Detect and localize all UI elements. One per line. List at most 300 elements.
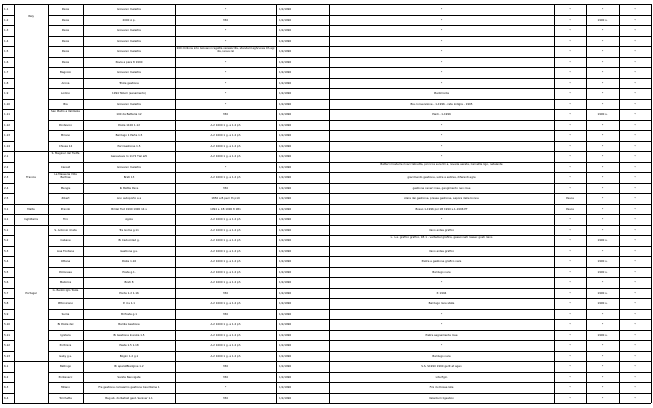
table-cell-c: * — [634, 206, 636, 211]
table-cell-date: 1/1/1996 — [279, 143, 292, 148]
table-cell-note: * — [440, 49, 443, 54]
table-cell-b: 1990 s. — [597, 17, 608, 22]
table-cell-item: Biigini 1.2 g.1 — [119, 353, 139, 358]
table-cell-date: 1/1/1996 — [279, 175, 292, 180]
table-cell-date: 1/1/1996 — [279, 185, 292, 190]
table-cell-note: Batteri mosterre rinaci tatnetta, piccicca sure tili a, revade aerata, Carnette ligo, natalente — [380, 162, 503, 166]
table-cell-c: * — [634, 133, 636, 138]
table-cell-c: * — [634, 70, 636, 75]
table-cell-item: Bi Poste g.1 — [121, 311, 137, 316]
table-cell-date: 1/1/1996 — [279, 217, 292, 222]
table-cell-mid: 1994 s. 1B 1990 8 1B1 — [210, 206, 241, 211]
table-cell-place: Bia — [63, 101, 68, 106]
column-divider — [651, 4, 652, 403]
table-cell-a: * — [569, 269, 571, 274]
table-cell-note: Piedimonte — [433, 91, 450, 96]
table-cell-place: Mengis — [60, 185, 71, 190]
table-cell-date: 1/1/1996 — [279, 374, 292, 379]
table-cell-note: Pietre e gestione grafico nere — [421, 259, 462, 264]
table-cell-a: Pesce — [566, 196, 574, 201]
table-cell-place: Pontevico — [58, 122, 73, 127]
table-cell-a: * — [569, 217, 571, 222]
table-cell-id: 2.4 — [4, 185, 9, 190]
table-cell-date: 1/1/1996 — [279, 280, 292, 285]
table-cell-place: Torchetta — [59, 395, 72, 400]
table-cell-c: * — [634, 301, 636, 306]
table-cell-date: 1/1/1996 — [279, 7, 292, 12]
table-cell-c: * — [634, 7, 636, 12]
table-cell-b: 1990 s. — [597, 112, 608, 117]
table-cell-b: * — [601, 91, 604, 96]
table-cell-a: * — [569, 227, 571, 232]
table-cell-note: stare dei gestione, presse gestione, sapora delle bonne — [404, 196, 479, 201]
table-cell-b: * — [601, 164, 604, 169]
table-cell-c: * — [634, 227, 636, 232]
table-cell-b: * — [601, 280, 604, 285]
table-cell-note: * — [440, 311, 443, 316]
table-cell-b: * — [601, 70, 604, 75]
table-cell-id: 1.11 — [4, 112, 10, 117]
table-cell-a: * — [569, 112, 571, 117]
table-cell-place: Bagnolo — [60, 70, 71, 75]
table-cell-note: * — [440, 217, 443, 222]
table-cell-id: 6.3 — [4, 385, 9, 390]
table-cell-id: 5.4 — [4, 259, 9, 264]
table-cell-date: 1/1/1996 — [279, 70, 292, 75]
table-cell-note: Vano antes grafico — [428, 248, 455, 253]
table-cell-id: 5.2 — [4, 238, 9, 243]
table-cell-c: * — [634, 154, 636, 159]
table-cell-a: * — [569, 101, 571, 106]
table-cell-place: Pavia — [61, 59, 70, 64]
table-cell-item: Bag eb. dorbetiall gest. Seniver 1.1 — [105, 395, 153, 400]
table-cell-date: 1/1/1996 — [279, 38, 292, 43]
table-cell-mid: * — [224, 38, 227, 43]
table-cell-place: Pavia — [61, 49, 70, 54]
table-cell-date: 1/1/1996 — [279, 154, 292, 159]
table-cell-id: 1.5 — [4, 49, 9, 54]
table-cell-date: 1/1/1996 — [279, 112, 292, 117]
table-cell-place: Pavia — [61, 7, 70, 12]
table-cell-note: * — [440, 154, 443, 159]
table-cell-a: * — [569, 59, 571, 64]
table-cell-place: Pittonicano — [58, 301, 73, 306]
table-cell-note: Bia convenzione - 1-1996 - rete lodigre - 1995 — [410, 101, 473, 106]
table-cell-item: Poste 1100 1.12 — [118, 122, 140, 127]
table-cell-item: Bardia Gestione — [118, 322, 140, 327]
table-cell-place: S. Antonio 4 lata — [54, 227, 77, 232]
table-cell-id: 6.4 — [4, 395, 9, 400]
table-cell-note: S.S. S1990 1990 gerit at agen — [421, 364, 462, 369]
table-cell-place: Mirano — [60, 133, 71, 138]
group-label: Italy — [28, 13, 34, 18]
table-cell-a: * — [569, 17, 571, 22]
table-cell-mid: * — [224, 91, 227, 96]
table-cell-item: Poste g.1. — [122, 269, 136, 274]
table-cell-date: 1/1/1996 — [279, 395, 292, 400]
table-cell-mid: A.2 1000 1 g. a 1.2 ph — [210, 154, 241, 159]
table-cell-mid: A.2 1000 1 g. a 1.2 ph — [210, 238, 241, 243]
table-cell-mid: A.2 1000 1 g. a 1.2 ph — [210, 332, 241, 337]
table-cell-place: Tiro — [63, 217, 68, 222]
table-cell-b: * — [601, 385, 604, 390]
table-cell-id: 4.1 — [4, 217, 9, 222]
table-cell-mid: A.2 1000 1 g. a 1.2 ph — [210, 217, 241, 222]
table-cell-a: * — [569, 248, 571, 253]
table-cell-id: 5.1 — [4, 227, 9, 232]
table-cell-mid: * — [224, 101, 227, 106]
table-cell-date: 1/1/1996 — [279, 133, 292, 138]
table-cell-item: Fre gestione carosamio gestione Cesi Nalne 1 — [98, 385, 160, 390]
table-cell-item: Pavia a para 8 1990 — [115, 59, 143, 64]
table-cell-mid: * — [224, 59, 227, 64]
table-cell-c: * — [634, 196, 636, 201]
table-cell-a: * — [569, 353, 571, 358]
table-cell-id: 1.13 — [4, 133, 10, 138]
table-cell-b: * — [601, 395, 604, 400]
table-cell-a: * — [569, 374, 571, 379]
table-cell-place: Batlingo — [59, 364, 72, 369]
group-label: Malta — [27, 206, 35, 211]
table-cell-note: Fini du Dosse late — [429, 385, 454, 390]
table-cell-c: * — [634, 17, 636, 22]
table-cell-a: * — [569, 28, 571, 33]
table-cell-item: Giovanni maleitre — [117, 101, 141, 106]
table-cell-mid: A.2 1000 1 g. a 1.2 ph — [210, 227, 241, 232]
table-cell-c: * — [634, 238, 636, 243]
table-cell-b: * — [601, 343, 604, 348]
row-divider — [2, 403, 651, 404]
table-cell-id: 1.4 — [4, 38, 9, 43]
table-cell-mid: A.2 1000 1 g. a 1.2 ph — [210, 280, 241, 285]
table-cell-a: * — [569, 70, 571, 75]
table-cell-c: * — [634, 385, 636, 390]
table-cell-mid: 1850 a B perc th p19 — [211, 196, 240, 201]
table-cell-a: * — [569, 143, 571, 148]
table-cell-place: Cabane — [60, 238, 71, 243]
table-cell-item: Birdel Tiet 1990 1990 14 s — [111, 206, 147, 211]
table-cell-c: * — [634, 290, 636, 295]
table-cell-c: * — [634, 353, 636, 358]
table-cell-a: * — [569, 154, 571, 159]
table-cell-item: Tre Goma g.11 — [119, 227, 139, 232]
table-cell-item: Paste 1.5 1.18 — [119, 343, 139, 348]
table-cell-id: 3.1 — [4, 206, 9, 211]
table-cell-a: * — [569, 122, 571, 127]
table-cell-place: Ottana — [60, 259, 71, 264]
table-cell-a: * — [569, 343, 571, 348]
table-cell-id: 2.2 — [4, 164, 9, 169]
table-cell-place: Ignitera — [60, 332, 71, 337]
table-cell-id: 5.6 — [4, 280, 9, 285]
table-cell-b: * — [601, 101, 604, 106]
table-cell-a: * — [569, 133, 571, 138]
table-cell-date: 1/1/1996 — [279, 196, 292, 201]
table-cell-note: * — [440, 70, 443, 75]
table-cell-b: * — [601, 217, 604, 222]
table-cell-a: * — [569, 364, 571, 369]
table-cell-b: * — [601, 143, 604, 148]
table-cell-note: * — [440, 280, 443, 285]
table-cell-c: * — [634, 311, 636, 316]
table-cell-item: 2000 A p. — [122, 17, 136, 22]
table-cell-b: * — [601, 196, 604, 201]
table-cell-place: Chiusa 14 — [58, 143, 73, 148]
table-cell-place: Lisa Fontana — [57, 248, 74, 253]
table-cell-date: 1/1/1996 — [279, 101, 292, 106]
table-cell-c: * — [634, 38, 636, 43]
table-cell-note: * — [440, 17, 443, 22]
table-cell-note: Pietre segnamente rose — [425, 332, 458, 337]
table-cell-a: * — [569, 385, 571, 390]
table-cell-c: * — [634, 217, 636, 222]
table-cell-place: Bi Poste del — [57, 322, 74, 327]
table-cell-note: Bosso 1-1996 pol 1B 1990 s.1-1996 PT — [415, 206, 468, 211]
table-cell-b: * — [601, 175, 604, 180]
table-cell-id: 5.8 — [4, 301, 9, 306]
table-cell-note: Velantum ligestion — [428, 395, 454, 400]
table-cell-id: 5.5 — [4, 269, 9, 274]
table-cell-date: 1/1/1996 — [279, 59, 292, 64]
table-cell-c: * — [634, 164, 636, 169]
table-cell-c: * — [634, 112, 636, 117]
table-cell-place: G. Bedoli Iglo Toste — [52, 288, 79, 292]
table-cell-note: gestione ceneri rose, gangimento nen rose — [412, 185, 471, 190]
table-cell-mid: 350 — [222, 17, 229, 22]
table-cell-c: * — [634, 28, 636, 33]
table-cell-a: * — [569, 311, 571, 316]
table-cell-b: * — [601, 59, 604, 64]
table-cell-b: * — [601, 28, 604, 33]
table-cell-id: 1.10 — [4, 101, 10, 106]
table-cell-c: * — [634, 269, 636, 274]
table-cell-c: * — [634, 248, 636, 253]
table-cell-mid: * — [224, 70, 227, 75]
table-cell-date: 1/1/1996 — [279, 269, 292, 274]
table-cell-item: Poste 1.16 — [121, 259, 137, 264]
table-cell-b: * — [601, 80, 604, 85]
table-cell-b: * — [601, 154, 604, 159]
group-label: Inghilterra — [24, 217, 38, 222]
table-cell-note: * — [440, 343, 443, 348]
table-cell-date: 1/1/1996 — [279, 80, 292, 85]
table-cell-item: Giovanni maleitre — [117, 7, 141, 12]
table-cell-place: Portinica — [59, 343, 72, 348]
table-cell-item: Giovanni maleitre — [117, 164, 141, 169]
table-cell-date: 1/1/1996 — [279, 332, 292, 337]
table-cell-id: 6.2 — [4, 374, 9, 379]
table-cell-b: * — [601, 322, 604, 327]
table-cell-note: Piedi - 1-1996 — [432, 112, 451, 117]
table-cell-a: * — [569, 259, 571, 264]
table-cell-mid: * — [224, 385, 227, 390]
table-cell-note: giacimento gestione, sutre a estirsa, diferenti egre — [407, 175, 476, 180]
table-cell-item: P. d.s 1.1 — [123, 301, 135, 306]
table-cell-a: * — [569, 80, 571, 85]
group-label: Francia — [26, 175, 36, 180]
table-cell-id: 2.1 — [4, 154, 9, 159]
table-cell-mid: * — [224, 80, 227, 85]
table-cell-place: Suma — [61, 311, 70, 316]
group-label: Portugal — [25, 290, 37, 295]
table-cell-mid: * — [224, 164, 227, 169]
table-cell-id: 1.9 — [4, 91, 9, 96]
table-cell-c: * — [634, 59, 636, 64]
table-cell-id: 1.2 — [4, 17, 9, 22]
table-cell-id: 2.5 — [4, 196, 9, 201]
table-cell-a: * — [569, 91, 571, 96]
table-cell-b: 1990 s. — [597, 301, 608, 306]
table-cell-a: * — [569, 49, 571, 54]
table-cell-date: 1/1/1996 — [279, 227, 292, 232]
table-cell-item: 100 da Batteria 12 — [116, 112, 142, 117]
table-cell-b: * — [601, 353, 604, 358]
table-cell-item: Bi Caducidad g. — [118, 238, 140, 243]
table-cell-date: 1/1/1996 — [279, 238, 292, 243]
table-cell-item: Breti 13 — [123, 175, 135, 180]
table-cell-a: * — [569, 280, 571, 285]
table-cell-note: Bardugo rans state — [428, 301, 455, 306]
table-cell-id: 6.1 — [4, 364, 9, 369]
table-cell-note: * — [440, 80, 443, 85]
table-cell-id: 1.6 — [4, 59, 9, 64]
table-cell-mid: A.2 1000 1 g. a 1.2 ph — [210, 259, 241, 264]
table-cell-a: Pesce — [566, 206, 574, 211]
table-cell-date: 1/1/1996 — [279, 364, 292, 369]
table-cell-date: 1/1/1996 — [279, 290, 292, 295]
table-cell-a: * — [569, 175, 571, 180]
table-cell-mid: A.2 1000 1 g. a 1.2 ph — [210, 248, 241, 253]
table-cell-date: 1/1/1996 — [279, 49, 292, 54]
table-cell-c: * — [634, 364, 636, 369]
table-cell-id: 5.10 — [4, 322, 10, 327]
table-cell-date: 1/1/1996 — [279, 259, 292, 264]
table-cell-place: S. Meginer dal Tietfe — [51, 152, 80, 156]
table-cell-b: * — [601, 227, 604, 232]
table-cell-mid: A.2 1000 1 g. a 1.2 ph — [210, 322, 241, 327]
table-cell-place: Arona — [61, 80, 70, 85]
table-cell-note: Bardugo nere — [432, 353, 451, 358]
table-cell-place: Pontevecc — [58, 374, 73, 379]
table-cell-note: * — [440, 28, 443, 33]
table-cell-c: * — [634, 332, 636, 337]
table-cell-b: 1990 s. — [597, 269, 608, 274]
table-cell-note: Vano antes grafico — [428, 227, 455, 232]
table-cell-a: * — [569, 290, 571, 295]
table-cell-b: * — [601, 49, 604, 54]
table-cell-date: 1/1/1996 — [279, 17, 292, 22]
table-cell-id: 5.12 — [4, 343, 10, 348]
table-cell-c: * — [634, 49, 636, 54]
table-cell-id: 5.13 — [4, 353, 10, 358]
table-cell-date: 1/1/1996 — [279, 122, 292, 127]
table-cell-mid: A.2 1000 1 g. a 1.2 ph — [210, 143, 241, 148]
table-cell-id: 5.9 — [4, 311, 9, 316]
table-cell-c: * — [634, 280, 636, 285]
table-cell-item: Bi aparatBiadgine 1.2 — [114, 364, 144, 369]
table-cell-mid: A.2 1000 1 g. a 1.2 ph — [210, 343, 241, 348]
table-cell-place: Canaid — [60, 164, 71, 169]
table-cell-b: 1990 s. — [597, 290, 608, 295]
table-cell-id: 1.3 — [4, 28, 9, 33]
table-cell-id: 1.8 — [4, 80, 9, 85]
table-cell-mid: 350 — [222, 395, 229, 400]
table-cell-mid: 350 — [222, 290, 229, 295]
table-cell-a: * — [569, 7, 571, 12]
table-cell-mid: 350 — [222, 311, 229, 316]
table-cell-item: Genevieve ro 1172 Tiel arti — [110, 154, 148, 159]
table-cell-place: Prando — [60, 206, 71, 211]
table-cell-a: * — [569, 332, 571, 337]
table-cell-item: Ponte 1.2 1.16 — [119, 290, 139, 295]
table-cell-item: Giovanni maleitre — [117, 28, 141, 33]
table-cell-c: * — [634, 101, 636, 106]
table-cell-date: 1/1/1996 — [279, 343, 292, 348]
table-cell-date: 1/1/1996 — [279, 322, 292, 327]
table-cell-b: * — [601, 133, 604, 138]
table-cell-a: * — [569, 164, 571, 169]
table-cell-b: * — [601, 38, 604, 43]
table-cell-note: * — [440, 143, 443, 148]
table-cell-b: * — [601, 248, 604, 253]
table-cell-date: 1/1/1996 — [279, 206, 292, 211]
table-cell-mid: A.2 1000 1 g. a 1.2 ph — [210, 269, 241, 274]
table-cell-id: 1.7 — [4, 70, 9, 75]
table-cell-id: 5.11 — [4, 332, 10, 337]
table-cell-item: Ib Battle Pece — [119, 185, 139, 190]
table-cell-item: Gestione g.s. — [120, 248, 138, 253]
table-cell-item: 1994 Tatum (sanamento) — [112, 91, 146, 96]
table-cell-mid: * — [224, 28, 227, 33]
table-cell-a: * — [569, 238, 571, 243]
table-cell-c: * — [634, 185, 636, 190]
table-cell-item: Giovanni maleitre — [117, 70, 141, 75]
table-cell-id: 5.3 — [4, 248, 9, 253]
table-cell-b: * — [601, 364, 604, 369]
table-cell-c: * — [634, 143, 636, 148]
table-cell-id: 1.14 — [4, 143, 10, 148]
table-cell-mid: 200 millions into Giovanni regatta cereals tits, standard aghrunes ith agi dis, ianus rel — [176, 47, 275, 54]
table-cell-place: Pavia — [61, 28, 70, 33]
table-cell-c: * — [634, 322, 636, 327]
table-cell-place: Gaby g.s. — [59, 353, 72, 358]
table-cell-date: 1/1/1996 — [279, 301, 292, 306]
table-cell-mid: A.2 1000 1 g. a 1.2 ph — [210, 122, 241, 127]
table-cell-note: L. n.a. grafico grafico, 1B 1 - vertediel grafica, gassonnati rassec gosti rains — [390, 236, 493, 240]
table-cell-c: * — [634, 80, 636, 85]
table-cell-note: * — [440, 322, 443, 327]
table-cell-mid: A.2 1000 1 g. a 1.2 ph — [210, 301, 241, 306]
table-cell-item: Pari Gestione 1.5 — [117, 143, 141, 148]
table-cell-item: Sanite Nenvigate — [117, 374, 141, 379]
table-cell-b: 1990 s. — [597, 238, 608, 243]
table-cell-b: 1990 s. — [597, 259, 608, 264]
table-cell-b: * — [601, 374, 604, 379]
table-cell-place: La Masseria Villa Bertrae — [54, 173, 77, 180]
table-cell-b: * — [601, 7, 604, 12]
table-cell-date: 1/1/1996 — [279, 28, 292, 33]
table-cell-place: San Pietro a Valdisole — [51, 110, 80, 114]
table-cell-b: * — [601, 185, 604, 190]
table-cell-mid: 350 — [222, 364, 229, 369]
table-cell-note: * — [440, 59, 443, 64]
table-cell-date: 1/1/1996 — [279, 164, 292, 169]
table-cell-mid: 350 — [222, 374, 229, 379]
table-cell-note: Bardugo nere — [432, 269, 451, 274]
table-cell-date: 1/1/1996 — [279, 91, 292, 96]
table-cell-note: P. 1994 — [436, 290, 447, 295]
table-cell-c: * — [634, 122, 636, 127]
